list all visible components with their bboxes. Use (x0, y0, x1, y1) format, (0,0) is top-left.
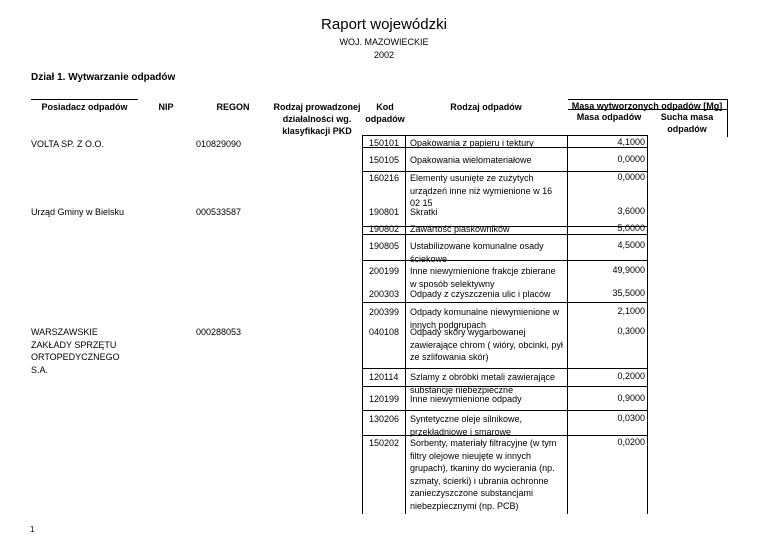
col-mass-header: Masa odpadów (576, 112, 642, 122)
col-owner-header: Posiadacz odpadów (41, 102, 128, 112)
waste-type: Odpady komunalne niewymienione w innych podgrupach (410, 307, 560, 330)
col-mass-group-header: Masa wytworzonych odpadów [Mg] (571, 101, 723, 111)
col-border (405, 410, 406, 514)
waste-type: Ustabilizowane komunalne osady ściekowe (410, 241, 544, 264)
waste-type: Opakowania z papieru i tektury (410, 138, 534, 148)
report-region: WOJ. MAZOWIECKIE (339, 37, 429, 47)
owner-name: WARSZAWSKIE ZAKŁADY SPRZĘTU ORTOPEDYCZNEGO S.A. (31, 327, 120, 375)
waste-code: 120114 (369, 372, 399, 382)
header-border-top (31, 99, 138, 100)
owner-regon: 010829090 (196, 139, 242, 149)
waste-code: 150101 (369, 138, 400, 148)
waste-mass: 4,5000 (617, 240, 645, 250)
col-border (405, 135, 406, 415)
owner-regon: 000533587 (196, 207, 242, 217)
waste-code: 130206 (369, 414, 400, 424)
waste-mass: 4,1000 (617, 137, 645, 147)
waste-type: Odpady skóry wygarbowanej zawierające chrom ( wióry, obcinki, pył ze szlifowania skór) (410, 327, 563, 362)
waste-mass: 0,0300 (617, 413, 645, 423)
col-regon-header: REGON (216, 102, 250, 112)
waste-type: Inne niewymienione frakcje zbierane w sposób selektywny (410, 266, 556, 289)
section-title: Dział 1. Wytwarzanie odpadów (31, 72, 176, 83)
waste-type: Odpady z czyszczenia ulic i placów (410, 289, 551, 299)
waste-type: Elementy usunięte ze zużytych urządzeń inne niż wymienione w 16 02 15 (410, 173, 553, 208)
col-nip-header: NIP (158, 102, 174, 112)
waste-code: 150105 (369, 155, 400, 165)
col-dry-mass-header: Sucha masa odpadów (660, 112, 714, 134)
col-border (647, 410, 648, 514)
col-type-header: Rodzaj odpadów (450, 102, 522, 112)
waste-code: 190805 (369, 241, 400, 251)
waste-code: 040108 (369, 327, 400, 337)
waste-code: 190802 (369, 224, 400, 234)
waste-mass: 0,2000 (617, 371, 645, 381)
waste-code: 200199 (369, 266, 400, 276)
waste-mass: 0,0000 (617, 172, 645, 182)
waste-mass: 0,9000 (617, 393, 645, 403)
report-year: 2002 (373, 50, 395, 60)
waste-mass: 3,6000 (617, 206, 645, 216)
waste-code: 160216 (369, 173, 400, 183)
waste-code: 120199 (369, 394, 400, 404)
owner-name: VOLTA SP. Z O.O. (31, 139, 105, 149)
waste-type: Sorbenty, materiały filtracyjne (w tym filtry olejowe nieujęte w innych grupach), tkaniny do wycierania (np. szmaty, ścierki) i ubrania ochronne zanieczyszczone substancjami niebezpiecznymi (np. PCB) (410, 438, 557, 511)
waste-type: Szlamy z obróbki metali zawierające substancje niebezpieczne (410, 372, 556, 395)
col-border (647, 135, 648, 415)
owner-name: Urząd Gminy w Bielsku (31, 207, 125, 217)
report-title: Raport wojewódzki (321, 16, 447, 33)
waste-type: Opakowania wielomateriałowe (410, 155, 532, 165)
waste-mass: 2,1000 (617, 306, 645, 316)
col-border (362, 410, 363, 514)
waste-type: Syntetyczne oleje silnikowe, przekładniowe i smarowe (410, 414, 523, 437)
waste-mass: 49,9000 (612, 265, 645, 275)
waste-type: Skratki (410, 207, 438, 217)
waste-code: 200399 (369, 307, 400, 317)
col-pkd-header: Rodzaj prowadzonej działalności wg. klasyfikacji PKD (273, 102, 361, 136)
waste-code: 150202 (369, 438, 400, 448)
col-border (362, 135, 363, 415)
waste-mass: 5,0000 (617, 223, 645, 233)
waste-mass: 0,3000 (617, 326, 645, 336)
waste-type: Inne niewymienione odpady (410, 394, 522, 404)
waste-code: 190801 (369, 207, 400, 217)
waste-mass: 35,5000 (612, 288, 645, 298)
col-border (567, 410, 568, 514)
page-number: 1 (30, 525, 35, 534)
owner-regon: 000288053 (196, 327, 242, 337)
col-code-header: Kod odpadów (365, 102, 405, 124)
waste-type: Zawartość piaskowników (410, 224, 510, 234)
waste-mass: 0,0000 (617, 154, 645, 164)
waste-code: 200303 (369, 289, 400, 299)
waste-mass: 0,0200 (617, 437, 645, 447)
